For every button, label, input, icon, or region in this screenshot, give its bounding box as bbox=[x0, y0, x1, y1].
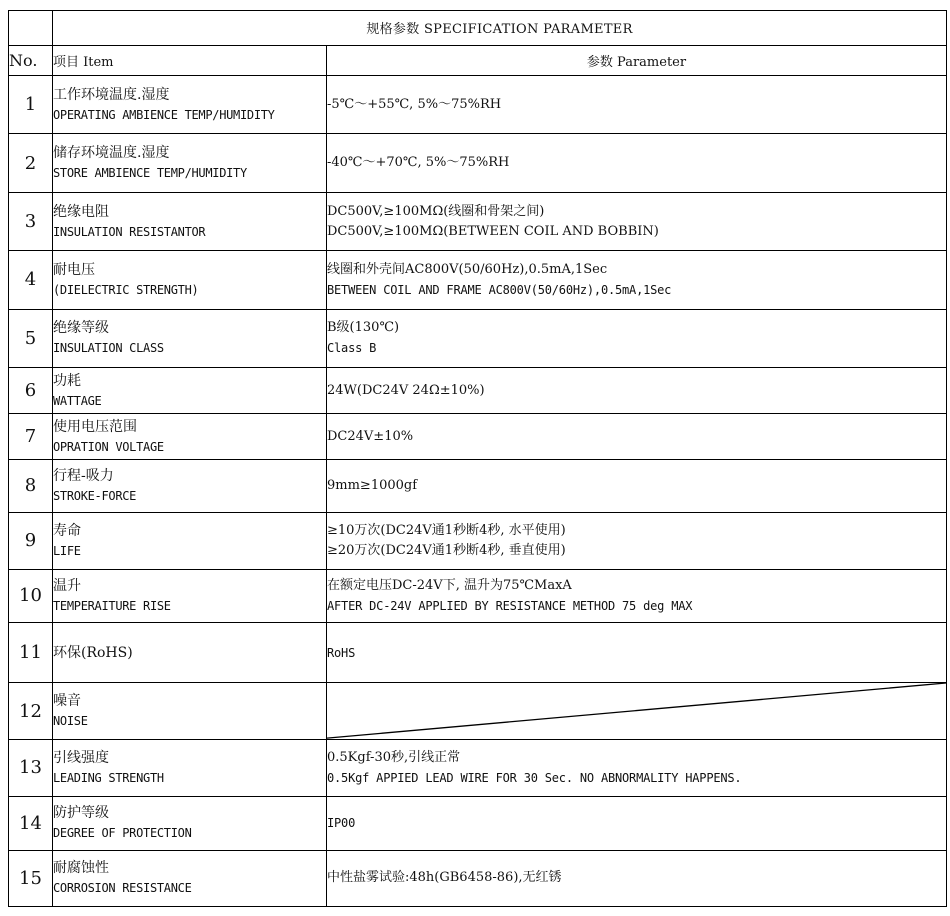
item-cell bbox=[53, 76, 327, 134]
row-number: 9 bbox=[9, 512, 53, 569]
item-english: LIFE bbox=[53, 543, 81, 558]
parameter-cell bbox=[327, 414, 947, 460]
row-number: 10 bbox=[9, 570, 53, 623]
item-english: CORROSION RESISTANCE bbox=[53, 881, 192, 896]
row-number: 2 bbox=[9, 134, 53, 192]
header-parameter: 参数 Parameter bbox=[327, 45, 947, 75]
item-chinese: 耐电压 bbox=[53, 261, 95, 278]
parameter-line: DC500V,≥100MΩ(BETWEEN COIL AND BOBBIN) bbox=[327, 223, 659, 239]
item-cell bbox=[53, 683, 327, 739]
table-title: 规格参数 SPECIFICATION PARAMETER bbox=[53, 11, 947, 46]
parameter-line: 线圈和外壳间AC800V(50/60Hz),0.5mA,1Sec bbox=[327, 261, 608, 277]
item-cell bbox=[53, 796, 327, 850]
item-english: WATTAGE bbox=[53, 393, 102, 408]
parameter-line: B级(130℃) bbox=[327, 320, 400, 336]
item-cell bbox=[53, 850, 327, 906]
item-english: STORE AMBIENCE TEMP/HUMIDITY bbox=[53, 166, 247, 181]
parameter-line: RoHS bbox=[327, 645, 356, 660]
item-english: LEADING STRENGTH bbox=[53, 770, 164, 785]
item-english: OPRATION VOLTAGE bbox=[53, 439, 164, 454]
item-cell bbox=[53, 570, 327, 623]
spec-row bbox=[9, 460, 947, 513]
title-row bbox=[9, 11, 947, 46]
item-english: INSULATION CLASS bbox=[53, 341, 164, 356]
parameter-line: AFTER DC-24V APPLIED BY RESISTANCE METHOD 75 deg MAX bbox=[327, 598, 693, 613]
row-number: 13 bbox=[9, 739, 53, 796]
item-cell bbox=[53, 414, 327, 460]
item-chinese: 环保(RoHS) bbox=[53, 644, 133, 661]
parameter-cell bbox=[327, 134, 947, 192]
row-number: 4 bbox=[9, 251, 53, 309]
item-cell bbox=[53, 512, 327, 569]
item-chinese: 工作环境温度.湿度 bbox=[53, 86, 170, 103]
title-corner-cell bbox=[9, 11, 53, 46]
parameter-line: ≥10万次(DC24V通1秒断4秒, 水平使用) bbox=[327, 522, 566, 538]
row-number: 6 bbox=[9, 367, 53, 413]
item-cell bbox=[53, 739, 327, 796]
row-number: 15 bbox=[9, 850, 53, 906]
parameter-line: IP00 bbox=[327, 816, 356, 831]
item-english: OPERATING AMBIENCE TEMP/HUMIDITY bbox=[53, 107, 275, 122]
row-number: 8 bbox=[9, 460, 53, 513]
header-no: No. bbox=[9, 45, 53, 75]
row-number: 3 bbox=[9, 192, 53, 250]
spec-row bbox=[9, 251, 947, 309]
parameter-line: -40℃～+70℃, 5%～75%RH bbox=[327, 155, 510, 171]
item-english: INSULATION RESISTANTOR bbox=[53, 224, 206, 239]
not-applicable-cell bbox=[327, 683, 947, 739]
item-cell bbox=[53, 622, 327, 683]
parameter-cell bbox=[327, 796, 947, 850]
parameter-cell bbox=[327, 570, 947, 623]
parameter-cell bbox=[327, 192, 947, 250]
item-chinese: 功耗 bbox=[53, 372, 81, 389]
item-chinese: 绝缘等级 bbox=[53, 320, 109, 337]
row-number: 14 bbox=[9, 796, 53, 850]
item-chinese: 行程-吸力 bbox=[53, 467, 114, 484]
item-cell bbox=[53, 251, 327, 309]
parameter-line: Class B bbox=[327, 341, 377, 356]
parameter-line: 在额定电压DC-24V下, 温升为75℃MaxA bbox=[327, 577, 572, 593]
row-number: 7 bbox=[9, 414, 53, 460]
parameter-cell bbox=[327, 850, 947, 906]
spec-row bbox=[9, 367, 947, 413]
parameter-line: 0.5Kgf-30秒,引线正常 bbox=[327, 749, 461, 765]
spec-row bbox=[9, 134, 947, 192]
spec-row bbox=[9, 622, 947, 683]
item-chinese: 寿命 bbox=[53, 522, 81, 539]
item-english: (DIELECTRIC STRENGTH) bbox=[53, 282, 199, 297]
item-chinese: 温升 bbox=[53, 577, 81, 594]
parameter-line: BETWEEN COIL AND FRAME AC800V(50/60Hz),0.5mA,1Sec bbox=[327, 282, 672, 297]
item-chinese: 防护等级 bbox=[53, 805, 109, 822]
row-number: 5 bbox=[9, 309, 53, 367]
diagonal-line-icon bbox=[327, 683, 946, 738]
parameter-cell bbox=[327, 309, 947, 367]
item-chinese: 储存环境温度.湿度 bbox=[53, 145, 170, 162]
spec-row bbox=[9, 570, 947, 623]
header-item: 项目 Item bbox=[53, 45, 327, 75]
row-number: 12 bbox=[9, 683, 53, 739]
parameter-cell bbox=[327, 512, 947, 569]
parameter-line: 9mm≥1000gf bbox=[327, 477, 418, 493]
parameter-line: 0.5Kgf APPIED LEAD WIRE FOR 30 Sec. NO ABNORMALITY HAPPENS. bbox=[327, 770, 742, 785]
item-cell bbox=[53, 192, 327, 250]
parameter-cell bbox=[327, 739, 947, 796]
parameter-line: ≥20万次(DC24V通1秒断4秒, 垂直使用) bbox=[327, 542, 566, 558]
parameter-line: -5℃～+55℃, 5%～75%RH bbox=[327, 96, 502, 112]
spec-row bbox=[9, 850, 947, 906]
item-cell bbox=[53, 367, 327, 413]
parameter-cell bbox=[327, 251, 947, 309]
item-cell bbox=[53, 309, 327, 367]
parameter-cell bbox=[327, 76, 947, 134]
item-cell bbox=[53, 134, 327, 192]
item-english: TEMPERAITURE RISE bbox=[53, 598, 171, 613]
spec-row bbox=[9, 414, 947, 460]
item-chinese: 噪音 bbox=[53, 693, 81, 710]
specification-table bbox=[8, 10, 947, 907]
parameter-line: 中性盐雾试验:48h(GB6458-86),无红锈 bbox=[327, 870, 562, 886]
item-english: DEGREE OF PROTECTION bbox=[53, 826, 192, 841]
parameter-line: DC500V,≥100MΩ(线圈和骨架之间) bbox=[327, 203, 545, 219]
item-chinese: 使用电压范围 bbox=[53, 418, 137, 435]
spec-row bbox=[9, 739, 947, 796]
spec-row bbox=[9, 76, 947, 134]
header-row bbox=[9, 45, 947, 75]
parameter-line: 24W(DC24V 24Ω±10%) bbox=[327, 382, 485, 398]
spec-row bbox=[9, 512, 947, 569]
row-number: 11 bbox=[9, 622, 53, 683]
item-chinese: 耐腐蚀性 bbox=[53, 860, 109, 877]
spec-table-body bbox=[9, 11, 947, 907]
spec-row bbox=[9, 192, 947, 250]
spec-row bbox=[9, 309, 947, 367]
row-number: 1 bbox=[9, 76, 53, 134]
item-chinese: 绝缘电阻 bbox=[53, 203, 109, 220]
item-chinese: 引线强度 bbox=[53, 749, 109, 766]
item-english: STROKE-FORCE bbox=[53, 488, 137, 503]
item-english: NOISE bbox=[53, 714, 88, 729]
parameter-cell bbox=[327, 460, 947, 513]
parameter-line: DC24V±10% bbox=[327, 428, 414, 444]
item-cell bbox=[53, 460, 327, 513]
parameter-cell bbox=[327, 367, 947, 413]
spec-row bbox=[9, 796, 947, 850]
parameter-cell bbox=[327, 622, 947, 683]
spec-row bbox=[9, 683, 947, 739]
